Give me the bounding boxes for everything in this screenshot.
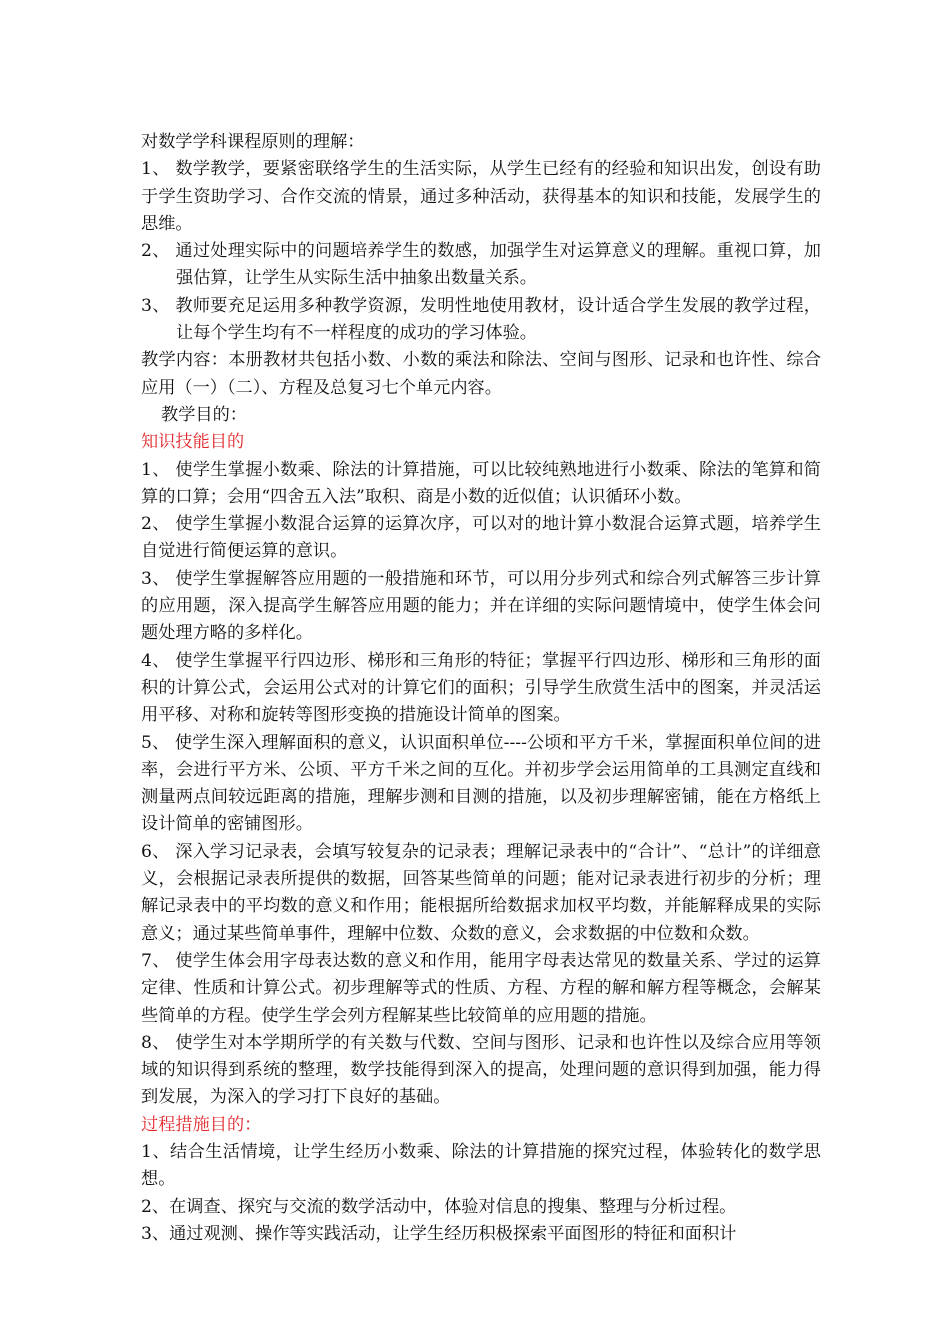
process-item: 2、在调查、探究与交流的数学活动中，体验对信息的搜集、整理与分析过程。 — [141, 1196, 737, 1217]
teaching-content: 教学内容：本册教材共包括小数、小数的乘法和除法、空间与图形、记录和也许性、综合应用（一）（二）、方程及总复习七个单元内容。 — [141, 350, 821, 398]
knowledge-item: 2、 使学生掌握小数混合运算的运算次序，可以对的地计算小数混合运算式题，培养学生自觉进行简便运算的意识。 — [141, 514, 821, 562]
principle-item: 3、 教师要充足运用多种教学资源，发明性地使用教材，设计适合学生发展的教学过程，让每个学生均有不一样程度的成功的学习体验。 — [141, 295, 821, 344]
principle-item: 2、 通过处理实际中的问题培养学生的数感，加强学生对运算意义的理解。重视口算，加强估算，让学生从实际生活中抽象出数量关系。 — [141, 241, 821, 289]
principle-item: 1、 数学教学，要紧密联络学生的生活实际，从学生已经有的经验和知识出发，创设有助于学生资助学习、合作交流的情景，通过多种活动，获得基本的知识和技能，发展学生的思维。 — [141, 159, 821, 234]
process-item: 3、通过观测、操作等实践活动，让学生经历积极探索平面图形的特征和面积计 — [141, 1223, 737, 1244]
knowledge-item: 5、 使学生深入理解面积的意义，认识面积单位----公顷和平方千米，掌握面积单位间的进率，会进行平方米、公顷、平方千米之间的互化。并初步学会运用简单的工具测定直线和测量两点间较远距离的措施，理解步测和目测的措施，以及初步理解密铺，能在方格纸上设计简单的密铺图形。 — [141, 732, 821, 835]
knowledge-item: 6、 深入学习记录表，会填写较复杂的记录表；理解记录表中的“合计”、“总计”的详细意义，会根据记录表所提供的数据，回答某些简单的问题；能对记录表进行初步的分析；理解记录表中的平均数的意义和作用；能根据所给数据求加权平均数，并能解释成果的实际意义；通过某些简单事件，理解中位数、众数的意义，会求数据的中位数和众数。 — [141, 841, 821, 944]
process-heading: 过程措施目的： — [141, 1114, 262, 1135]
knowledge-heading: 知识技能目的 — [141, 432, 245, 453]
knowledge-item: 4、 使学生掌握平行四边形、梯形和三角形的特征；掌握平行四边形、梯形和三角形的面积的计算公式，会运用公式对的计算它们的面积；引导学生欣赏生活中的图案，并灵活运用平移、对称和旋转等图形变换的措施设计简单的图案。 — [141, 650, 821, 726]
document-title: 对数学学科课程原则的理解： — [141, 132, 365, 152]
knowledge-item: 1、 使学生掌握小数乘、除法的计算措施，可以比较纯熟地进行小数乘、除法的笔算和简算的口算；会用“四舍五入法”取积、商是小数的近似值；认识循环小数。 — [141, 459, 821, 507]
goals-title: 教学目的： — [161, 404, 247, 425]
knowledge-item: 8、 使学生对本学期所学的有关数与代数、空间与图形、记录和也许性以及综合应用等领域的知识得到系统的整理，数学技能得到深入的提高，处理问题的意识得到加强，能力得到发展，为深入的学习打下良好的基础。 — [141, 1032, 821, 1108]
knowledge-item: 7、 使学生体会用字母表达数的意义和作用，能用字母表达常见的数量关系、学过的运算定律、性质和计算公式。初步理解等式的性质、方程、方程的解和解方程等概念，会解某些简单的方程。使学生学会列方程解某些比较简单的应用题的措施。 — [141, 950, 821, 1026]
document-page — [141, 129, 821, 1248]
process-item: 1、结合生活情境，让学生经历小数乘、除法的计算措施的探究过程，体验转化的数学思想。 — [141, 1141, 821, 1190]
knowledge-item: 3、 使学生掌握解答应用题的一般措施和环节，可以用分步列式和综合列式解答三步计算的应用题，深入提高学生解答应用题的能力；并在详细的实际问题情境中，使学生体会问题处理方略的多样化。 — [141, 568, 821, 644]
